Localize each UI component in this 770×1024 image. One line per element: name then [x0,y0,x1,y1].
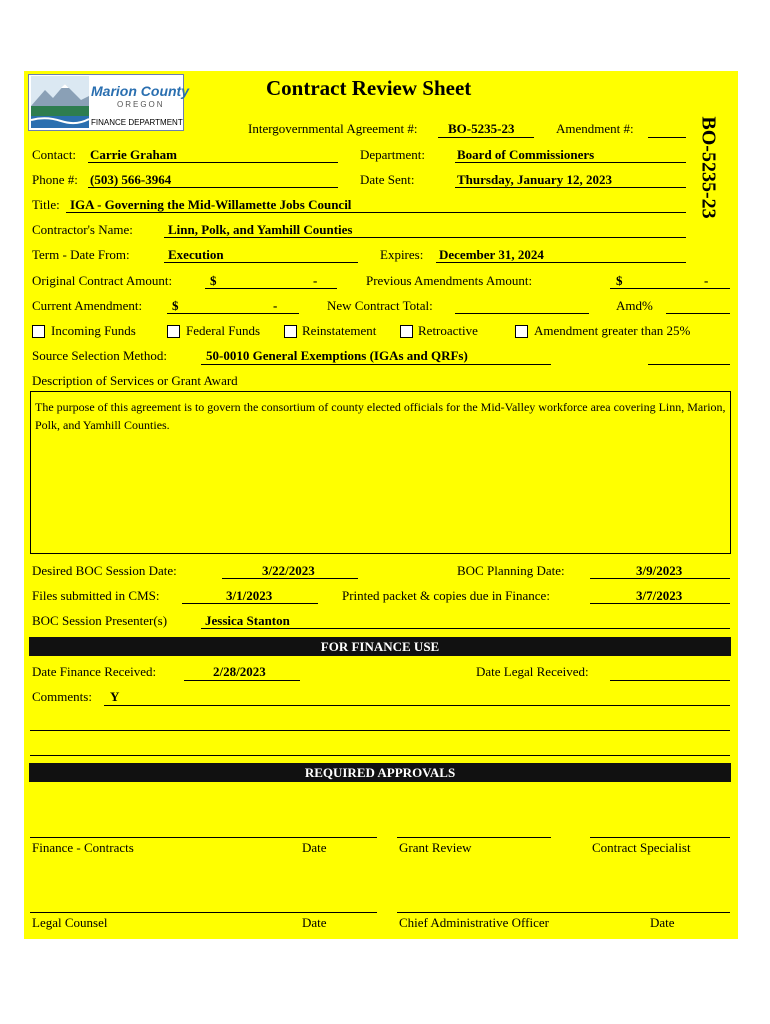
amd-pct-label: Amd% [616,298,653,313]
current-amendment-label: Current Amendment: [32,298,143,313]
phone-value[interactable]: (503) 566-3964 [90,172,172,187]
boc-session-value[interactable]: 3/22/2023 [262,563,315,578]
contractor-label: Contractor's Name: [32,222,133,237]
amendment-over-25-checkbox[interactable] [515,325,528,338]
previous-amendments-currency: $ [616,273,623,288]
printed-packet-value[interactable]: 3/7/2023 [636,588,683,603]
federal-funds-checkbox[interactable] [167,325,180,338]
comments-label: Comments: [32,689,92,704]
description-label: Description of Services or Grant Award [32,373,238,388]
retroactive-label: Retroactive [418,323,478,338]
phone-label: Phone #: [32,172,78,187]
department-value[interactable]: Board of Commissioners [457,147,595,162]
files-cms-label: Files submitted in CMS: [32,588,160,603]
files-cms-value[interactable]: 3/1/2023 [226,588,273,603]
printed-packet-label: Printed packet & copies due in Finance: [342,588,550,603]
date-label-1: Date [302,840,327,855]
legal-counsel-label: Legal Counsel [32,915,108,930]
logo-name: Marion County [91,83,189,99]
original-amount-label: Original Contract Amount: [32,273,173,288]
presenter-label: BOC Session Presenter(s) [32,613,168,628]
date-label-2: Date [302,915,327,930]
date-sent-label: Date Sent: [360,172,415,187]
mountain-landscape-icon [31,76,89,128]
county-logo [28,74,189,131]
reinstatement-checkbox[interactable] [284,325,297,338]
comments-line-3[interactable] [30,755,730,756]
iga-value[interactable]: BO-5235-23 [448,121,515,136]
contract-specialist-label: Contract Specialist [592,840,691,855]
description-text[interactable]: The purpose of this agreement is to govern the consortium of county elected officials for the Mid-Valley workforce area covering Linn, Marion, Polk, and Yamhill Counties. [30,391,731,554]
finance-use-header: FOR FINANCE USE [29,637,731,656]
term-value[interactable]: Execution [168,247,224,262]
logo-dept: FINANCE DEPARTMENT [91,118,183,127]
iga-label: Intergovernmental Agreement #: [248,121,418,136]
federal-funds-label: Federal Funds [186,323,261,338]
incoming-funds-label: Incoming Funds [51,323,136,338]
original-amount-value[interactable]: - [313,273,318,288]
page-title: Contract Review Sheet [266,76,472,100]
amendment-over-25-label: Amendment greater than 25% [534,323,691,338]
presenter-value[interactable]: Jessica Stanton [205,613,290,628]
original-amount-currency: $ [210,273,217,288]
legal-counsel-signature-line[interactable] [30,912,377,913]
date-sent-value[interactable]: Thursday, January 12, 2023 [457,172,612,187]
finance-received-value[interactable]: 2/28/2023 [213,664,266,679]
source-selection-value[interactable]: 50-0010 General Exemptions (IGAs and QRFs) [206,348,468,363]
reinstatement-label: Reinstatement [302,323,377,338]
source-selection-label: Source Selection Method: [32,348,168,363]
previous-amendments-label: Previous Amendments Amount: [366,273,533,288]
title-value[interactable]: IGA - Governing the Mid-Willamette Jobs Council [70,197,352,212]
current-amendment-value[interactable]: - [273,298,278,313]
previous-amendments-value[interactable]: - [704,273,709,288]
boc-session-label: Desired BOC Session Date: [32,563,177,578]
incoming-funds-checkbox[interactable] [32,325,45,338]
date-label-3: Date [650,915,675,930]
comments-value[interactable]: Y [110,689,120,704]
new-total-label: New Contract Total: [327,298,433,313]
finance-contracts-label: Finance - Contracts [32,840,134,855]
contractor-value[interactable]: Linn, Polk, and Yamhill Counties [168,222,353,237]
required-approvals-header: REQUIRED APPROVALS [29,763,731,782]
side-code: BO-5235-23 [697,116,720,219]
expires-label: Expires: [380,247,424,262]
boc-planning-label: BOC Planning Date: [457,563,565,578]
term-label: Term - Date From: [32,247,130,262]
cao-label: Chief Administrative Officer [399,915,549,930]
finance-contracts-signature-line[interactable] [30,837,377,838]
comments-line-2[interactable] [30,730,730,731]
contact-value[interactable]: Carrie Graham [90,147,178,162]
contact-label: Contact: [32,147,77,162]
current-amendment-currency: $ [172,298,179,313]
boc-planning-value[interactable]: 3/9/2023 [636,563,683,578]
contract-specialist-signature-line[interactable] [590,837,730,838]
title-label: Title: [32,197,60,212]
expires-value[interactable]: December 31, 2024 [439,247,544,262]
legal-received-label: Date Legal Received: [476,664,589,679]
amendment-label: Amendment #: [556,121,634,136]
logo-state: OREGON [117,100,165,109]
department-label: Department: [360,147,425,162]
grant-review-signature-line[interactable] [397,837,551,838]
retroactive-checkbox[interactable] [400,325,413,338]
cao-signature-line[interactable] [397,912,730,913]
grant-review-label: Grant Review [399,840,472,855]
finance-received-label: Date Finance Received: [32,664,157,679]
